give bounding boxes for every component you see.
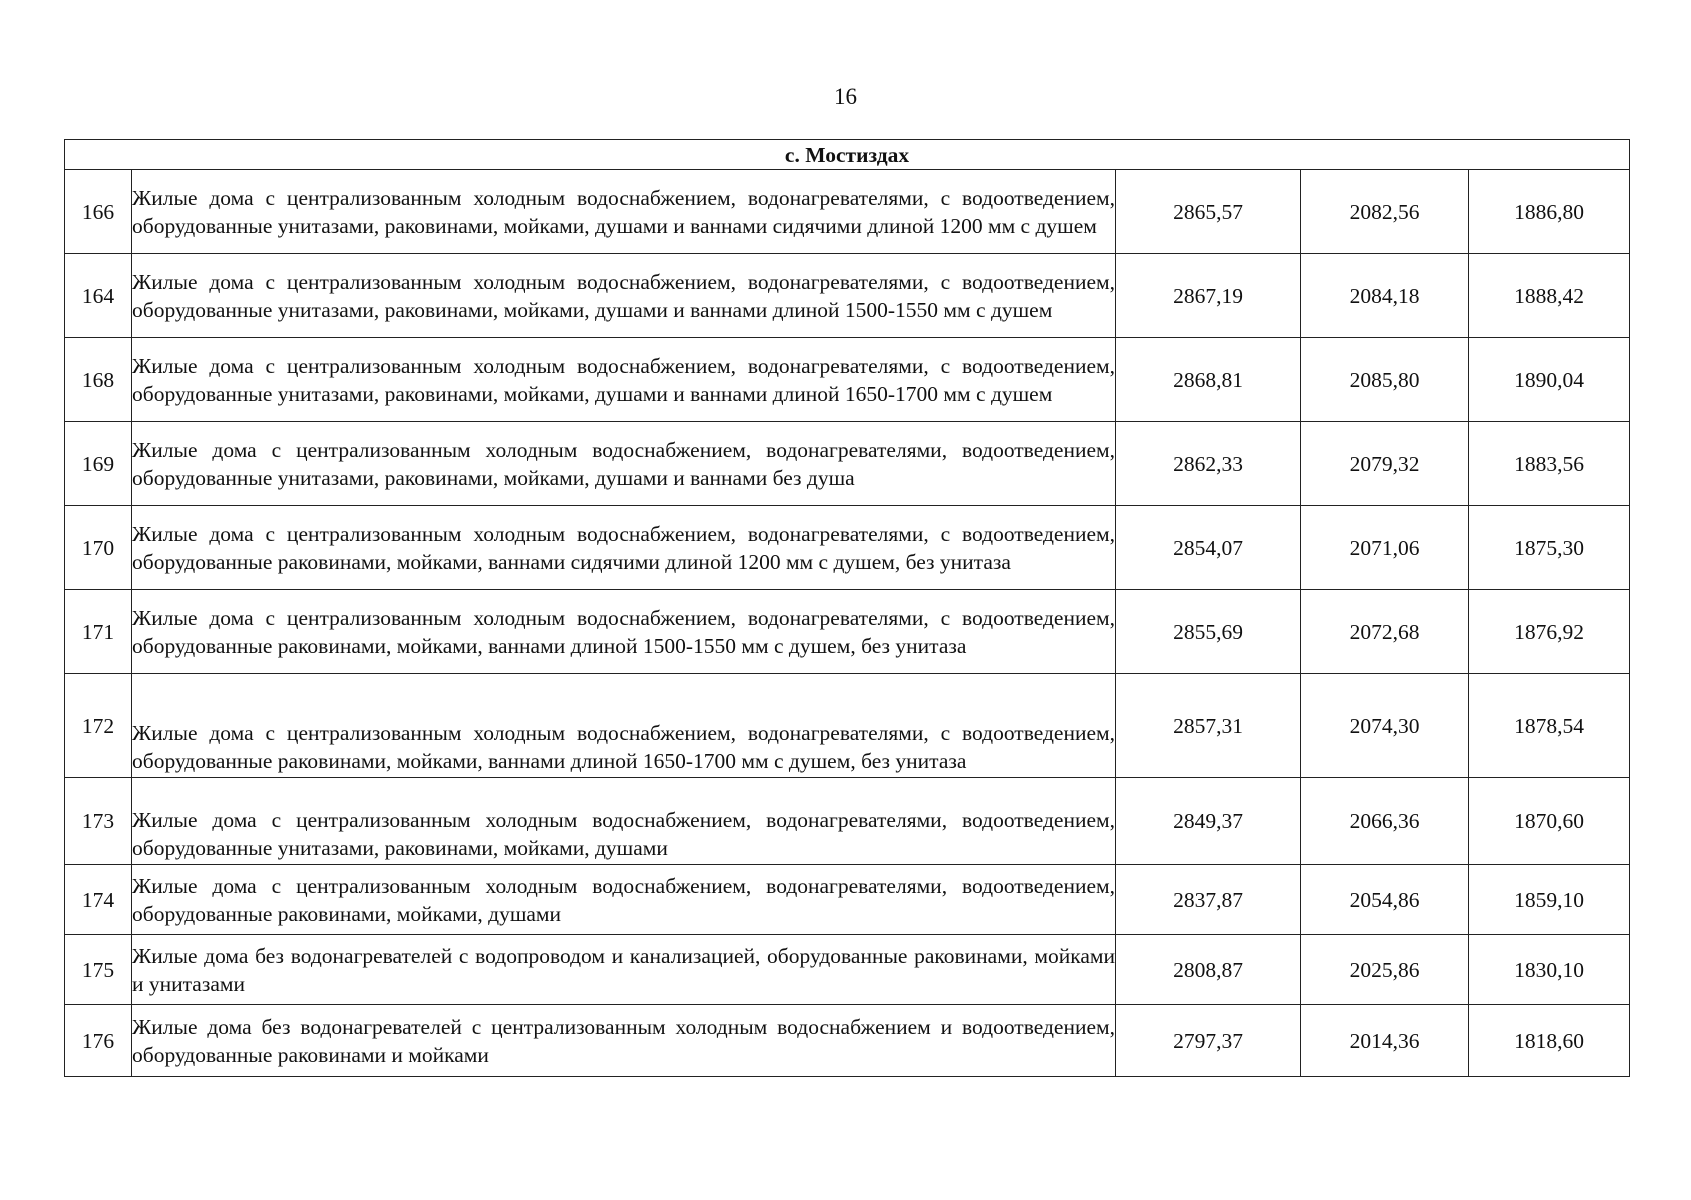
row-description: Жилые дома с централизованным холодным водоснабжением, водонагревателями, водоотведением, оборудованные унитазами, раковинами, мойками, душами и ваннами без душа (132, 422, 1116, 506)
table-row (65, 254, 1630, 338)
table-row (65, 935, 1630, 1005)
value-col-3: 1875,30 (1469, 506, 1630, 590)
row-description: Жилые дома с централизованным холодным водоснабжением, водонагревателями, с водоотведением, оборудованные раковинами, мойками, ваннами длиной 1650-1700 мм с душем, без унитаза (132, 674, 1116, 778)
value-col-1: 2837,87 (1116, 865, 1301, 935)
section-title: с. Мостиздах (65, 140, 1630, 170)
row-description: Жилые дома с централизованным холодным водоснабжением, водонагревателями, с водоотведением, оборудованные унитазами, раковинами, мойками, душами и ваннами сидячими длиной 1200 мм с душем (132, 170, 1116, 254)
value-col-2: 2082,56 (1301, 170, 1469, 254)
table-row (65, 338, 1630, 422)
row-number: 171 (65, 590, 132, 674)
row-number: 164 (65, 254, 132, 338)
value-col-3: 1870,60 (1469, 778, 1630, 865)
table-row (65, 778, 1630, 865)
value-col-2: 2014,36 (1301, 1005, 1469, 1077)
value-col-1: 2862,33 (1116, 422, 1301, 506)
value-col-1: 2867,19 (1116, 254, 1301, 338)
row-number: 173 (65, 778, 132, 865)
value-col-3: 1818,60 (1469, 1005, 1630, 1077)
value-col-2: 2066,36 (1301, 778, 1469, 865)
value-col-3: 1830,10 (1469, 935, 1630, 1005)
value-col-1: 2868,81 (1116, 338, 1301, 422)
value-col-3: 1859,10 (1469, 865, 1630, 935)
value-col-1: 2865,57 (1116, 170, 1301, 254)
value-col-2: 2084,18 (1301, 254, 1469, 338)
row-description: Жилые дома с централизованным холодным водоснабжением, водонагревателями, с водоотведением, оборудованные раковинами, мойками, ваннами длиной 1500-1550 мм с душем, без унитаза (132, 590, 1116, 674)
row-description: Жилые дома с централизованным холодным водоснабжением, водонагревателями, с водоотведением, оборудованные унитазами, раковинами, мойками, душами и ваннами длиной 1650-1700 мм с душем (132, 338, 1116, 422)
value-col-2: 2074,30 (1301, 674, 1469, 778)
table-row (65, 170, 1630, 254)
section-row (65, 140, 1630, 170)
table-row (65, 674, 1630, 778)
table-row (65, 1005, 1630, 1077)
value-col-3: 1888,42 (1469, 254, 1630, 338)
value-col-1: 2857,31 (1116, 674, 1301, 778)
row-number: 174 (65, 865, 132, 935)
row-description: Жилые дома с централизованным холодным водоснабжением, водонагревателями, водоотведением, оборудованные унитазами, раковинами, мойками, душами (132, 778, 1116, 865)
row-number: 168 (65, 338, 132, 422)
table-row (65, 422, 1630, 506)
row-description: Жилые дома без водонагревателей с централизованным холодным водоснабжением и водоотведением, оборудованные раковинами и мойками (132, 1005, 1116, 1077)
value-col-2: 2025,86 (1301, 935, 1469, 1005)
value-col-3: 1890,04 (1469, 338, 1630, 422)
row-number: 169 (65, 422, 132, 506)
value-col-2: 2085,80 (1301, 338, 1469, 422)
value-col-3: 1876,92 (1469, 590, 1630, 674)
table-row (65, 506, 1630, 590)
value-col-1: 2849,37 (1116, 778, 1301, 865)
value-col-1: 2808,87 (1116, 935, 1301, 1005)
row-number: 176 (65, 1005, 132, 1077)
row-number: 170 (65, 506, 132, 590)
row-description: Жилые дома с централизованным холодным водоснабжением, водонагревателями, с водоотведением, оборудованные унитазами, раковинами, мойками, душами и ваннами длиной 1500-1550 мм с душем (132, 254, 1116, 338)
tariff-table (64, 139, 1630, 1077)
value-col-2: 2079,32 (1301, 422, 1469, 506)
value-col-3: 1878,54 (1469, 674, 1630, 778)
value-col-3: 1886,80 (1469, 170, 1630, 254)
row-description: Жилые дома с централизованным холодным водоснабжением, водонагревателями, водоотведением, оборудованные раковинами, мойками, душами (132, 865, 1116, 935)
table-row (65, 865, 1630, 935)
value-col-1: 2854,07 (1116, 506, 1301, 590)
value-col-3: 1883,56 (1469, 422, 1630, 506)
page-number: 16 (834, 84, 857, 109)
row-number: 172 (65, 674, 132, 778)
table-row (65, 590, 1630, 674)
value-col-1: 2797,37 (1116, 1005, 1301, 1077)
row-description: Жилые дома с централизованным холодным водоснабжением, водонагревателями, с водоотведением, оборудованные раковинами, мойками, ваннами сидячими длиной 1200 мм с душем, без унитаза (132, 506, 1116, 590)
row-number: 175 (65, 935, 132, 1005)
value-col-2: 2071,06 (1301, 506, 1469, 590)
value-col-1: 2855,69 (1116, 590, 1301, 674)
value-col-2: 2054,86 (1301, 865, 1469, 935)
value-col-2: 2072,68 (1301, 590, 1469, 674)
row-number: 166 (65, 170, 132, 254)
row-description: Жилые дома без водонагревателей с водопроводом и канализацией, оборудованные раковинами, мойками и унитазами (132, 935, 1116, 1005)
